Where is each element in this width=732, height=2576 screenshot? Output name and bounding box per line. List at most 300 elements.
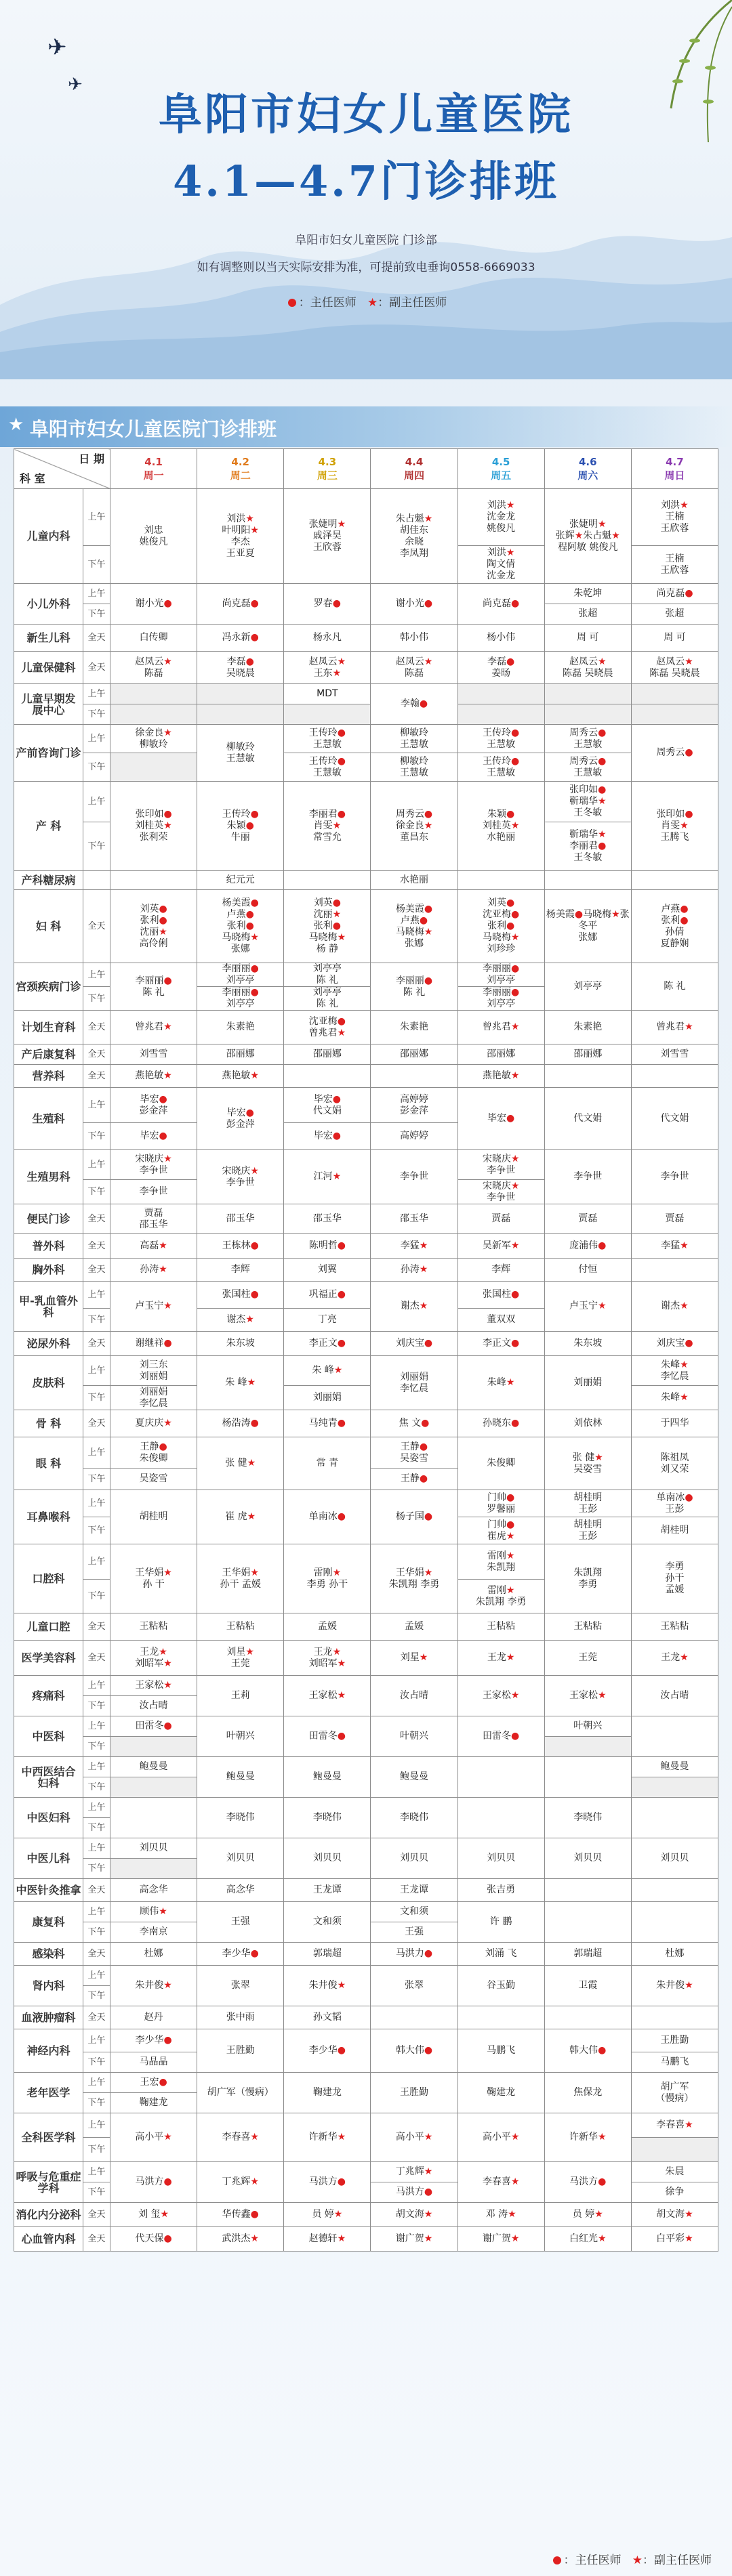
- doctor-cell: 邵玉华: [371, 1204, 458, 1234]
- doctor-cell: 王家松★: [458, 1676, 544, 1716]
- table-row: [14, 1902, 718, 1922]
- doctor-cell: 单南冰● 王彭: [631, 1490, 718, 1517]
- doctor-cell: 朱颖● 刘桂英★ 水艳丽: [458, 782, 544, 871]
- doctor-cell: 许新华★: [284, 2113, 371, 2162]
- doctor-cell: 王粘粘: [631, 1613, 718, 1641]
- time-slot: 下午: [83, 1123, 110, 1150]
- doctor-cell: 王传玲● 朱颖● 牛丽: [197, 782, 284, 871]
- doctor-cell: 刘丽娟 李忆晨: [110, 1386, 197, 1410]
- doctor-cell: [631, 1716, 718, 1757]
- doctor-cell: 王莞: [544, 1641, 631, 1676]
- doctor-cell: [631, 2006, 718, 2029]
- doctor-cell: 邵玉华: [197, 1204, 284, 1234]
- doctor-cell: 李辉: [197, 1259, 284, 1282]
- doctor-cell: 高念华: [197, 1879, 284, 1902]
- doctor-cell: 刘洪★ 王楠 王欣蓉: [631, 489, 718, 546]
- table-row: [14, 1332, 718, 1356]
- doctor-cell: 门帅● 罗馨丽: [458, 1490, 544, 1517]
- department-name: 生殖科: [14, 1088, 83, 1150]
- doctor-cell: [631, 704, 718, 725]
- doctor-cell: 刘亭亭: [544, 963, 631, 1011]
- department-name: 口腔科: [14, 1544, 83, 1613]
- time-slot: 全天: [83, 1044, 110, 1065]
- doctor-cell: 毕宏● 彭金萍: [110, 1088, 197, 1123]
- doctor-cell: 毕宏●: [284, 1123, 371, 1150]
- doctor-cell: 雷刚★ 朱凯翔 李勇: [458, 1580, 544, 1613]
- time-slot: 下午: [83, 1696, 110, 1716]
- doctor-cell: 刘依林: [544, 1410, 631, 1437]
- doctor-cell: [110, 753, 197, 782]
- time-slot: 全天: [83, 2203, 110, 2227]
- department-name: 便民门诊: [14, 1204, 83, 1234]
- doctor-cell: [371, 2006, 458, 2029]
- doctor-cell: 朱 峰★: [197, 1356, 284, 1410]
- doctor-cell: 邵丽娜: [458, 1044, 544, 1065]
- doctor-cell: 孙晓东●: [458, 1410, 544, 1437]
- doctor-cell: 李少华●: [197, 1943, 284, 1966]
- time-slot: 上午: [83, 1798, 110, 1818]
- doctor-cell: 曾兆君★: [458, 1011, 544, 1044]
- table-row: [14, 1234, 718, 1259]
- star-icon: ★: [8, 415, 24, 435]
- doctor-cell: 刘丽娟: [544, 1356, 631, 1410]
- department-name: 医学美容科: [14, 1641, 83, 1676]
- doctor-cell: 吴姿雪: [110, 1469, 197, 1490]
- doctor-cell: 焦保龙: [544, 2073, 631, 2113]
- page-subtitle: 4.1—4.7门诊排班: [173, 156, 559, 206]
- doctor-cell: 文和须: [284, 1902, 371, 1943]
- department-name: 产科糖尿病: [14, 871, 83, 890]
- time-slot: 全天: [83, 652, 110, 684]
- doctor-cell: 丁兆辉★: [371, 2162, 458, 2182]
- doctor-cell: 李争世: [371, 1150, 458, 1204]
- department-name: 计划生育科: [14, 1011, 83, 1044]
- doctor-cell: 叶朝兴: [197, 1716, 284, 1757]
- doctor-cell: 徐金良★ 柳敏玲: [110, 725, 197, 753]
- time-slot: 全天: [83, 890, 110, 963]
- deputy-physician-star-icon: ★: [367, 296, 378, 310]
- day-header: [458, 449, 544, 489]
- doctor-cell: 谢小光●: [371, 584, 458, 625]
- doctor-cell: 李春喜★: [197, 2113, 284, 2162]
- doctor-cell: 李丽丽● 刘亭亭: [197, 987, 284, 1011]
- doctor-cell: 胡桂明: [110, 1490, 197, 1544]
- table-row: [14, 1943, 718, 1966]
- doctor-cell: 张中雨: [197, 2006, 284, 2029]
- time-slot: 下午: [83, 822, 110, 871]
- doctor-cell: 邵丽娜: [284, 1044, 371, 1065]
- doctor-cell: 田雷冬●: [284, 1716, 371, 1757]
- doctor-cell: [544, 1065, 631, 1088]
- doctor-cell: 王宏●: [110, 2073, 197, 2093]
- time-slot: 上午: [83, 584, 110, 604]
- doctor-cell: 邓 涛★: [458, 2203, 544, 2227]
- doctor-cell: 孟媛: [284, 1613, 371, 1641]
- doctor-cell: 贾磊: [631, 1204, 718, 1234]
- doctor-cell: 赵凤云★ 陈磊: [110, 652, 197, 684]
- doctor-cell: 朱峰★: [458, 1356, 544, 1410]
- doctor-cell: 李晓伟: [197, 1798, 284, 1838]
- doctor-cell: 华传鑫●: [197, 2203, 284, 2227]
- doctor-cell: 卫霞: [544, 1966, 631, 2006]
- doctor-cell: [631, 1777, 718, 1798]
- doctor-cell: 王粘粘: [197, 1613, 284, 1641]
- doctor-cell: 韩大伟●: [544, 2029, 631, 2073]
- department-name: 中医针灸推拿: [14, 1879, 83, 1902]
- doctor-cell: 李春喜★: [458, 2162, 544, 2203]
- day-weekday: 周三: [317, 469, 338, 482]
- time-slot: 上午: [83, 1544, 110, 1580]
- doctor-cell: 陈明哲●: [284, 1234, 371, 1259]
- time-slot: 下午: [83, 1469, 110, 1490]
- doctor-cell: 朱凯翔 李勇: [544, 1544, 631, 1613]
- doctor-cell: 马纯青●: [284, 1410, 371, 1437]
- doctor-cell: 鲍曼曼: [371, 1757, 458, 1798]
- doctor-cell: 张 健★: [197, 1437, 284, 1490]
- doctor-cell: 代文娟: [631, 1088, 718, 1150]
- department-name: 血液肿瘤科: [14, 2006, 83, 2029]
- time-slot: 下午: [83, 1737, 110, 1757]
- doctor-cell: 张婕明★ 张辉★朱占魁★ 程阿敏 姚俊凡: [544, 489, 631, 584]
- time-slot: 下午: [83, 1517, 110, 1544]
- doctor-cell: [631, 1259, 718, 1282]
- day-date: 4.3: [318, 456, 337, 468]
- day-weekday: 周一: [143, 469, 164, 482]
- doctor-cell: 张翠: [197, 1966, 284, 2006]
- time-slot: 上午: [83, 1838, 110, 1859]
- time-slot: 上午: [83, 2073, 110, 2093]
- doctor-cell: 谢广贺★: [371, 2227, 458, 2252]
- doctor-cell: [544, 1757, 631, 1798]
- day-date: 4.2: [231, 456, 249, 468]
- doctor-cell: 代天保●: [110, 2227, 197, 2252]
- table-row: [14, 2227, 718, 2252]
- doctor-cell: 王楠 王欣蓉: [631, 546, 718, 584]
- doctor-cell: [371, 1065, 458, 1088]
- doctor-cell: [284, 871, 371, 890]
- doctor-cell: 刘贝贝: [284, 1838, 371, 1879]
- doctor-cell: [458, 684, 544, 704]
- time-slot: 上午: [83, 1902, 110, 1922]
- swallow-icon: ✈: [68, 75, 83, 95]
- time-slot: 全天: [83, 1879, 110, 1902]
- doctor-cell: 王龙谭: [371, 1879, 458, 1902]
- department-name: 老年医学: [14, 2073, 83, 2113]
- department-name: 产后康复科: [14, 1044, 83, 1065]
- doctor-cell: 周 可: [631, 625, 718, 652]
- organizer: 阜阳市妇女儿童医院 门诊部: [295, 234, 437, 247]
- time-slot: 下午: [83, 1580, 110, 1613]
- header-banner: [0, 0, 732, 379]
- doctor-cell: 王龙★ 刘昭军★: [110, 1641, 197, 1676]
- doctor-cell: [631, 684, 718, 704]
- doctor-cell: 杜娜: [631, 1943, 718, 1966]
- time-slot: 全天: [83, 1234, 110, 1259]
- day-date: 4.7: [666, 456, 684, 468]
- doctor-cell: 李翰●: [371, 684, 458, 725]
- doctor-cell: 刘洪★ 沈金龙 姚俊凡: [458, 489, 544, 546]
- time-slot: 全天: [83, 1943, 110, 1966]
- department-name: 中医儿科: [14, 1838, 83, 1879]
- doctor-cell: 刘贝贝: [197, 1838, 284, 1879]
- time-slot: 下午: [83, 2182, 110, 2203]
- department-name: 新生儿科: [14, 625, 83, 652]
- doctor-cell: 李猛★: [371, 1234, 458, 1259]
- doctor-cell: 刘贝贝: [631, 1838, 718, 1879]
- doctor-cell: 刘星★: [371, 1641, 458, 1676]
- doctor-cell: 杜娜: [110, 1943, 197, 1966]
- doctor-cell: 李丽丽● 陈 礼: [110, 963, 197, 1011]
- doctor-cell: 王栋林●: [197, 1234, 284, 1259]
- doctor-cell: 付恒: [544, 1259, 631, 1282]
- time-slot: 全天: [83, 1613, 110, 1641]
- doctor-cell: [631, 871, 718, 890]
- doctor-cell: 周秀云● 王慧敏: [544, 753, 631, 782]
- department-name: 小儿外科: [14, 584, 83, 625]
- time-slot: 全天: [83, 2006, 110, 2029]
- doctor-cell: 王强: [371, 1922, 458, 1943]
- doctor-cell: 田雷冬●: [110, 1716, 197, 1737]
- doctor-cell: [110, 1798, 197, 1838]
- doctor-cell: 鲍曼曼: [197, 1757, 284, 1798]
- doctor-cell: [544, 1879, 631, 1902]
- table-row: [14, 2006, 718, 2029]
- time-slot: 下午: [83, 1386, 110, 1410]
- doctor-cell: 张超: [631, 604, 718, 625]
- time-slot: 上午: [83, 725, 110, 753]
- time-slot: 上午: [83, 684, 110, 704]
- department-name: 泌尿外科: [14, 1332, 83, 1356]
- doctor-cell: 夏庆庆★: [110, 1410, 197, 1437]
- doctor-cell: 徐争: [631, 2182, 718, 2203]
- doctor-cell: 张印如● 靳瑞华★ 王冬敏: [544, 782, 631, 822]
- doctor-cell: 刘丽娟 李忆晨: [371, 1356, 458, 1410]
- doctor-cell: 刘洪★ 陶文倩 沈金龙: [458, 546, 544, 584]
- doctor-cell: 王静● 吴姿雪: [371, 1437, 458, 1469]
- doctor-cell: 赵凤云★ 陈磊 吴晓晨: [544, 652, 631, 684]
- doctor-cell: 宋晓庆★ 李争世: [110, 1150, 197, 1180]
- doctor-cell: 王粘粘: [544, 1613, 631, 1641]
- doctor-cell: [458, 1757, 544, 1798]
- department-name: 皮肤科: [14, 1356, 83, 1410]
- doctor-cell: 王胜勤: [631, 2029, 718, 2052]
- doctor-cell: 胡桂明: [631, 1517, 718, 1544]
- doctor-cell: 王家松★: [110, 1676, 197, 1696]
- doctor-cell: 王家松★: [284, 1676, 371, 1716]
- doctor-cell: 李丽丽● 刘亭亭: [458, 987, 544, 1011]
- doctor-cell: 朱 峰★: [284, 1356, 371, 1386]
- doctor-cell: 刘庆宝●: [371, 1332, 458, 1356]
- table-row: [14, 1088, 718, 1123]
- doctor-cell: 叶朝兴: [371, 1716, 458, 1757]
- doctor-cell: 顾伟★: [110, 1902, 197, 1922]
- doctor-cell: 宋晓庆★ 李争世: [197, 1150, 284, 1204]
- doctor-cell: 罗春●: [284, 584, 371, 625]
- legend: ：主任医师 ★：副主任医师: [0, 293, 732, 310]
- doctor-cell: [631, 1902, 718, 1943]
- doctor-cell: 刘洪★ 叶明阳★ 李杰 王亚夏: [197, 489, 284, 584]
- doctor-cell: 谢小光●: [110, 584, 197, 625]
- department-name: 康复科: [14, 1902, 83, 1943]
- department-name: 中医科: [14, 1716, 83, 1757]
- doctor-cell: 雷刚★ 李勇 孙干: [284, 1544, 371, 1613]
- doctor-cell: 刘涌 飞: [458, 1943, 544, 1966]
- doctor-cell: [110, 871, 197, 890]
- department-name: 营养科: [14, 1065, 83, 1088]
- doctor-cell: 马鹏飞: [631, 2052, 718, 2073]
- doctor-cell: 孙文韬: [284, 2006, 371, 2029]
- doctor-cell: 李争世: [544, 1150, 631, 1204]
- doctor-cell: 杨永凡: [284, 625, 371, 652]
- table-row: [14, 890, 718, 963]
- doctor-cell: 赵德轩★: [284, 2227, 371, 2252]
- doctor-cell: 纪元元: [197, 871, 284, 890]
- notice: 如有调整则以当天实际安排为准，可提前致电垂询0558-6669033: [197, 261, 535, 274]
- doctor-cell: 王胜勤: [197, 2029, 284, 2073]
- doctor-cell: 王胜勤: [371, 2073, 458, 2113]
- swallow-icon: ✈: [47, 34, 67, 61]
- table-row: [14, 2073, 718, 2093]
- doctor-cell: 曾兆君★: [110, 1011, 197, 1044]
- doctor-cell: 王传玲● 王慧敏: [458, 753, 544, 782]
- time-slot: 上午: [83, 1150, 110, 1180]
- day-weekday: 周六: [577, 469, 598, 482]
- doctor-cell: 王传玲● 王慧敏: [458, 725, 544, 753]
- doctor-cell: 马洪方●: [544, 2162, 631, 2203]
- table-row: [14, 2162, 718, 2182]
- doctor-cell: [284, 1065, 371, 1088]
- doctor-cell: 朱峰★ 李忆晨: [631, 1356, 718, 1386]
- doctor-cell: 刘亭亭 陈 礼: [284, 963, 371, 987]
- doctor-cell: 孟媛: [371, 1613, 458, 1641]
- doctor-cell: 张印如● 肖雯★ 王腾飞: [631, 782, 718, 871]
- doctor-cell: 贾磊 邵玉华: [110, 1204, 197, 1234]
- doctor-cell: 沈亚梅● 曾兆君★: [284, 1011, 371, 1044]
- department-name: 中医妇科: [14, 1798, 83, 1838]
- doctor-cell: 孙涛★: [110, 1259, 197, 1282]
- doctor-cell: 许 鹏: [458, 1902, 544, 1943]
- doctor-cell: 王强: [197, 1902, 284, 1943]
- doctor-cell: 李丽丽● 刘亭亭: [458, 963, 544, 987]
- doctor-cell: [544, 704, 631, 725]
- doctor-cell: 王静● 朱俊卿: [110, 1437, 197, 1469]
- doctor-cell: [110, 1777, 197, 1798]
- doctor-cell: 高婷婷 彭金萍: [371, 1088, 458, 1123]
- time-slot: 上午: [83, 1757, 110, 1777]
- time-slot: 全天: [83, 1410, 110, 1437]
- doctor-cell: 汝占晴: [631, 1676, 718, 1716]
- doctor-cell: 韩大伟●: [371, 2029, 458, 2073]
- doctor-cell: 宋晓庆★ 李争世: [458, 1180, 544, 1204]
- doctor-cell: 巩福正●: [284, 1282, 371, 1309]
- department-name: 甲-乳血管外科: [14, 1282, 83, 1332]
- time-slot: 上午: [83, 1966, 110, 1986]
- doctor-cell: 朱素艳: [371, 1011, 458, 1044]
- time-slot: 全天: [83, 1259, 110, 1282]
- doctor-cell: 陈 礼: [631, 963, 718, 1011]
- doctor-cell: 朱素艳: [197, 1011, 284, 1044]
- doctor-cell: 卢玉宁★: [544, 1282, 631, 1332]
- doctor-cell: 鲍曼曼: [284, 1757, 371, 1798]
- doctor-cell: 曾兆君★: [631, 1011, 718, 1044]
- time-slot: 全天: [83, 1641, 110, 1676]
- doctor-cell: 员 婷★: [284, 2203, 371, 2227]
- doctor-cell: 焦 文●: [371, 1410, 458, 1437]
- doctor-cell: 尚克磊●: [631, 584, 718, 604]
- doctor-cell: 谢杰★: [631, 1282, 718, 1332]
- doctor-cell: [197, 684, 284, 704]
- day-weekday: 周四: [403, 469, 424, 482]
- table-row: [14, 1204, 718, 1234]
- time-slot: 下午: [83, 1986, 110, 2006]
- doctor-cell: 王龙★ 刘昭军★: [284, 1641, 371, 1676]
- doctor-cell: 刘贝贝: [458, 1838, 544, 1879]
- doctor-cell: 周秀云● 徐金良★ 董昌东: [371, 782, 458, 871]
- doctor-cell: 高小平★: [110, 2113, 197, 2162]
- doctor-cell: 鞠建龙: [458, 2073, 544, 2113]
- day-date: 4.6: [578, 456, 597, 468]
- doctor-cell: 刘雪雪: [110, 1044, 197, 1065]
- doctor-cell: 赵丹: [110, 2006, 197, 2029]
- day-weekday: 周五: [491, 469, 512, 482]
- doctor-cell: 朱晨: [631, 2162, 718, 2182]
- doctor-cell: 单南冰●: [284, 1490, 371, 1544]
- doctor-cell: 丁亮: [284, 1309, 371, 1332]
- doctor-cell: 李争世: [110, 1180, 197, 1204]
- doctor-cell: 刘忠 姚俊凡: [110, 489, 197, 584]
- doctor-cell: 韩小伟: [371, 625, 458, 652]
- doctor-cell: 柳敏玲 王慧敏: [371, 753, 458, 782]
- department-name: 儿童早期发 展中心: [14, 684, 83, 725]
- department-name: 普外科: [14, 1234, 83, 1259]
- doctor-cell: 文和须: [371, 1902, 458, 1922]
- doctor-cell: 燕艳敏★: [110, 1065, 197, 1088]
- department-name: 心血管内科: [14, 2227, 83, 2252]
- time-slot: 上午: [83, 489, 110, 546]
- doctor-cell: 张国柱●: [458, 1282, 544, 1309]
- table-row: [14, 1838, 718, 1859]
- doctor-cell: 刘贝贝: [110, 1838, 197, 1859]
- doctor-cell: 贾磊: [544, 1204, 631, 1234]
- time-slot: 上午: [83, 1716, 110, 1737]
- table-row: [14, 684, 718, 704]
- department-name: 消化内分泌科: [14, 2203, 83, 2227]
- doctor-cell: 谷玉勤: [458, 1966, 544, 2006]
- table-row: [14, 1676, 718, 1696]
- doctor-cell: [631, 2138, 718, 2162]
- time-slot: 下午: [83, 1818, 110, 1838]
- department-name: 产前咨询门诊: [14, 725, 83, 782]
- doctor-cell: [110, 1737, 197, 1757]
- table-row: [14, 1798, 718, 1818]
- doctor-cell: 杨美霞● 卢燕● 马晓梅★ 张娜: [371, 890, 458, 963]
- time-slot: 上午: [83, 1282, 110, 1309]
- department-name: 儿童内科: [14, 489, 83, 584]
- time-slot: 上午: [83, 782, 110, 822]
- doctor-cell: 白平彩★: [631, 2227, 718, 2252]
- day-header: [110, 449, 197, 489]
- doctor-cell: 李争世: [631, 1150, 718, 1204]
- department-name: 疼痛科: [14, 1676, 83, 1716]
- table-row: [14, 584, 718, 604]
- table-row: [14, 1716, 718, 1737]
- department-name: 耳鼻喉科: [14, 1490, 83, 1544]
- doctor-cell: 刘英● 沈丽★ 张利● 马晓梅★ 杨 静: [284, 890, 371, 963]
- doctor-cell: 李南京: [110, 1922, 197, 1943]
- doctor-cell: 李少华●: [110, 2029, 197, 2052]
- doctor-cell: 冯永新●: [197, 625, 284, 652]
- doctor-cell: 燕艳敏★: [197, 1065, 284, 1088]
